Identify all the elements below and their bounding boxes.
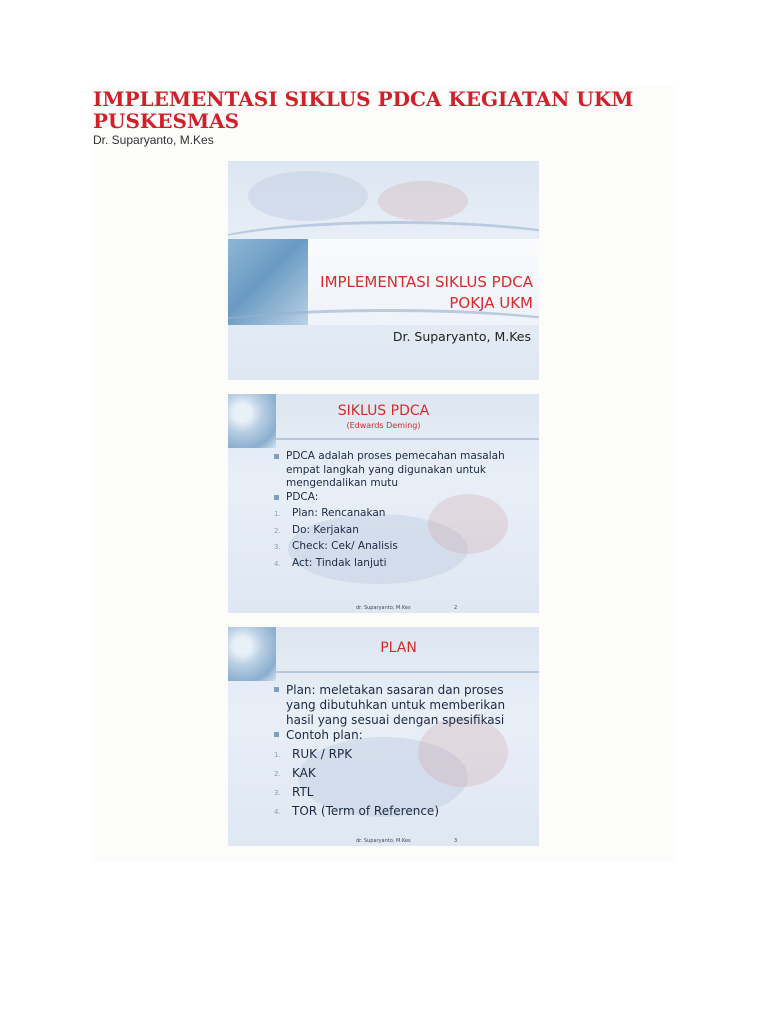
bullet-item: [274, 450, 524, 491]
slide-title: PLAN: [380, 640, 417, 656]
bullet-square-icon: [274, 732, 279, 737]
bullet-square-icon: [274, 687, 279, 692]
slide-number: 3: [454, 838, 458, 844]
numbered-item: [274, 524, 524, 538]
background-blur: [248, 171, 368, 221]
slide-body: [274, 450, 524, 570]
document-author: Dr. Suparyanto, M.Kes: [93, 133, 214, 147]
numbered-item: [274, 785, 532, 800]
numbered-item: [274, 557, 524, 571]
item-number: 2.: [274, 770, 281, 778]
item-text: KAK: [292, 766, 316, 780]
slide-3: [228, 627, 539, 846]
slide-2: [228, 394, 539, 613]
item-number: 3.: [274, 543, 281, 551]
footer-author: dr. Suparyanto, M.Kes: [356, 838, 411, 844]
slide-title: SIKLUS PDCA: [337, 403, 430, 419]
bullet-item: [274, 728, 532, 743]
bullet-square-icon: [274, 495, 279, 500]
item-text: Check: Cek/ Analisis: [292, 540, 398, 552]
item-number: 1.: [274, 751, 281, 759]
numbered-item: [274, 507, 524, 521]
slide-title-line: POKJA UKM: [449, 294, 533, 312]
footer-author: dr. Suparyanto, M.Kes: [356, 605, 411, 611]
background-blur: [378, 181, 468, 221]
numbered-item: [274, 804, 532, 819]
bullet-text: PDCA adalah proses pemecahan masalah empat langkah yang digunakan untuk mengendalikan mutu: [286, 450, 505, 489]
item-number: 4.: [274, 808, 281, 816]
bullet-text: Plan: meletakan sasaran dan proses yang dibutuhkan untuk memberikan hasil yang sesuai dengan spesifikasi: [286, 683, 506, 727]
document-title: IMPLEMENTASI SIKLUS PDCA KEGIATAN UKM PUSKESMAS: [93, 87, 634, 133]
slide-author: Dr. Suparyanto, M.Kes: [392, 329, 531, 344]
item-number: 1.: [274, 510, 281, 518]
slide-number: 2: [454, 605, 458, 611]
item-text: TOR (Term of Reference): [292, 804, 439, 818]
item-number: 2.: [274, 526, 281, 535]
slide-title-line: IMPLEMENTASI SIKLUS PDCA: [320, 273, 533, 291]
item-text: Plan: Rencanakan: [292, 507, 386, 519]
bullet-text: Contoh plan:: [286, 728, 363, 742]
item-text: Do: Kerjakan: [292, 523, 359, 536]
item-text: RUK / RPK: [292, 747, 353, 761]
bullet-item: [274, 683, 532, 728]
item-text: Act: Tindak lanjuti: [292, 556, 387, 569]
item-text: RTL: [292, 785, 314, 799]
slide-subtitle: (Edwards Deming): [346, 421, 421, 430]
slide-body: [274, 683, 532, 819]
item-number: 3.: [274, 789, 281, 797]
bullet-item: [274, 491, 524, 505]
bullet-text: PDCA:: [286, 490, 319, 503]
slide-title: [320, 272, 533, 314]
numbered-item: [274, 766, 532, 781]
item-number: 4.: [274, 559, 281, 568]
slide-1: [228, 161, 539, 380]
numbered-item: [274, 747, 532, 762]
numbered-item: [274, 540, 524, 554]
bullet-square-icon: [274, 454, 279, 459]
